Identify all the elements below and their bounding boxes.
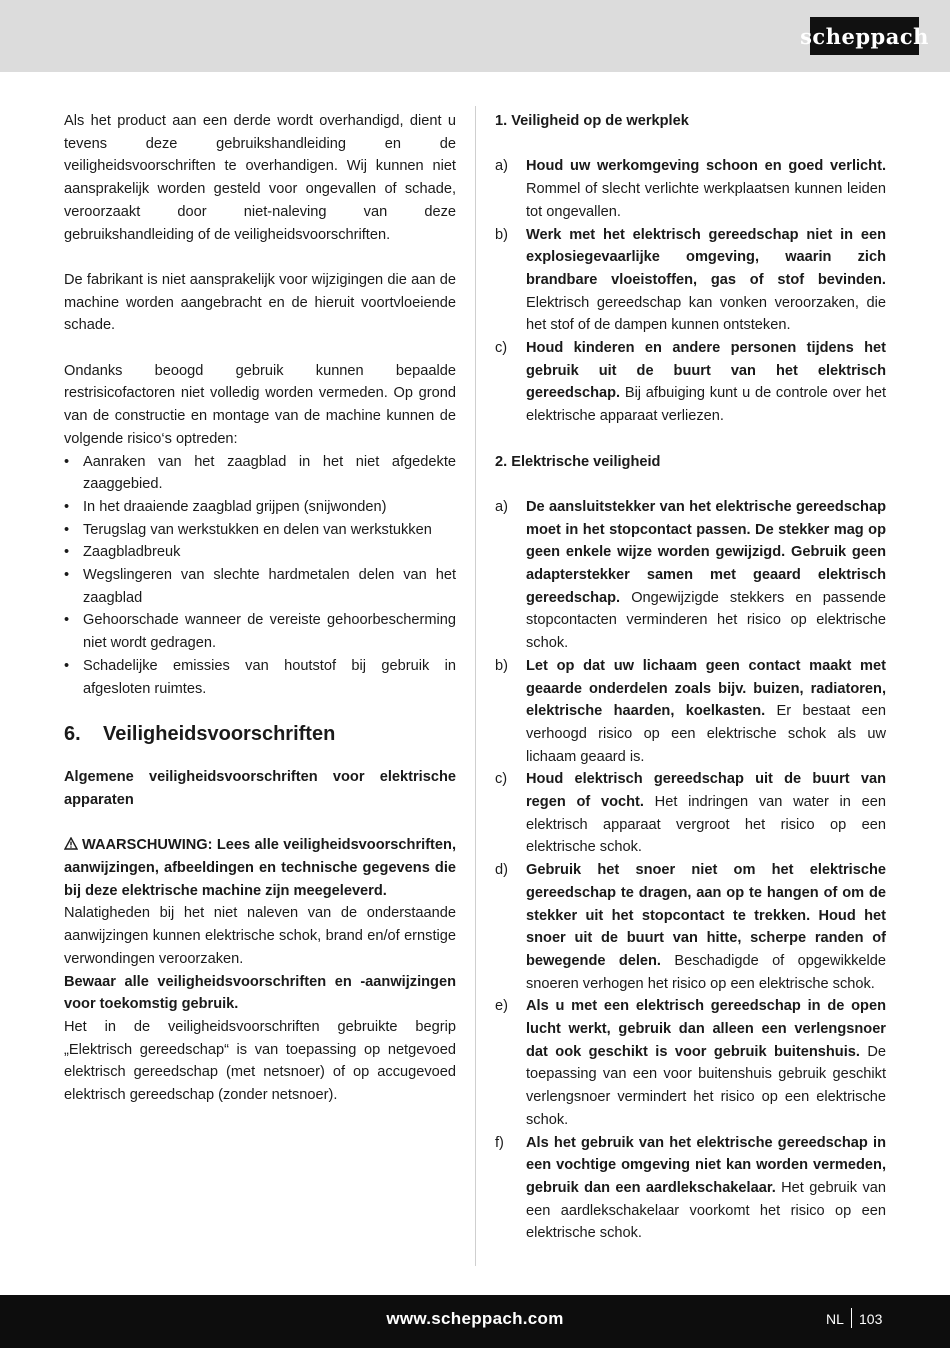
bullet-icon: • <box>64 612 70 629</box>
item-label: b) <box>495 657 508 674</box>
list-item <box>495 1132 886 1246</box>
item-bold-text: Gebruik het snoer niet om het elektrische gereedschap te dragen, aan op te hangen of om de stekker uit het stopcontact te trekken. Houd het snoer uit de buurt van hitte, scherpe randen of bewegende delen. <box>526 862 886 969</box>
item-text: Elektrisch gereedschap kan vonken veroorzaken, die het stof of de dampen kunnen ontsteken. <box>526 294 886 334</box>
list-item-text: Zaagbladbreuk <box>83 544 181 561</box>
list-item-text: Wegslingeren van slechte hardmetalen delen van het zaagblad <box>83 567 456 606</box>
list-item <box>495 655 886 769</box>
section-number: 6. <box>64 723 81 746</box>
intro-paragraph-3: Ondanks beoogd gebruik kunnen bepaalde restrisicofactoren niet volledig worden vermeden. Op grond van de constructie en montage van de machine kunnen de volgende risico‘s optreden: <box>64 362 456 447</box>
intro-paragraph-2: De fabrikant is niet aansprakelijk voor wijzigingen die aan de machine worden aangebracht en de hieruit voortvloeiende schade. <box>64 271 456 334</box>
item-label: c) <box>495 340 508 357</box>
item-bold-text: De aansluitstekker van het elektrische gereedschap moet in het stopcontact passen. De stekker mag op geen enkele wijze worden gewijzigd. Gebruik geen adapterstekker samen met geaard elektrisch gereedschap. <box>526 498 886 606</box>
bullet-icon: • <box>64 657 70 674</box>
bullet-icon: • <box>64 498 70 515</box>
item-text: Bij afbuiging kunt u de controle over het elektrische apparaat verliezen. <box>526 385 886 425</box>
list-item-text: Aanraken van het zaagblad in het niet afgedekte zaaggebied. <box>83 453 456 493</box>
item-text: Het gebruik van een aardlekschakelaar voorkomt het risico op een elektrische schok. <box>526 1180 886 1242</box>
warning-consequence: Nalatigheden bij het niet naleven van de onderstaande aanwijzingen kunnen elektrische schok, brand en/of ernstige verwondingen veroorzaken. <box>64 905 456 967</box>
intro-paragraph-1: Als het product aan een derde wordt overhandigd, dient u tevens deze gebruikshandleiding en de veiligheidsvoorschriften te overhandigen. Wij kunnen niet aansprakelijk worden gesteld voor ongevallen of schade, veroorzaakt door niet-naleving van deze gebruikshandleiding of de veiligheidsvoorschriften. <box>64 113 456 243</box>
footer-url[interactable]: www.scheppach.com <box>386 1309 564 1328</box>
warning-block <box>64 834 456 902</box>
right-column <box>495 110 886 1245</box>
list-item <box>495 496 886 655</box>
item-text: Het indringen van water in een elektrisch apparaat vergroot het risico op een elektrische schok. <box>526 794 886 856</box>
item-label: a) <box>495 498 508 515</box>
list-item <box>495 155 886 223</box>
item-text: Ongewijzigde stekkers en passende stopcontacten verminderen het risico op elektrische schok. <box>526 589 886 652</box>
bullet-icon: • <box>64 544 70 561</box>
item-bold-text: Let op dat uw lichaam geen contact maakt met geaarde onderdelen zoals bijv. buizen, radiatoren, elektrische haarden, koelkasten. <box>526 657 886 720</box>
footer-bar <box>0 1295 950 1348</box>
workplace-safety-heading: 1. Veiligheid op de werkplek <box>495 113 689 129</box>
item-label: a) <box>495 158 508 175</box>
list-item <box>64 541 456 564</box>
item-label: d) <box>495 862 508 879</box>
list-item <box>495 337 886 428</box>
bullet-icon: • <box>64 567 70 584</box>
list-item <box>495 224 886 338</box>
list-item <box>64 609 456 654</box>
list-item <box>64 655 456 700</box>
list-item <box>495 768 886 859</box>
brand-logo <box>800 17 929 55</box>
header-bar <box>0 0 950 72</box>
warning-triangle-icon <box>64 837 78 850</box>
logo-text: scheppach <box>800 23 929 49</box>
item-bold-text: Werk met het elektrisch gereedschap niet in een explosiegevaarlijke omgeving, waarin zich brandbare vloeistoffen, gas of stof bevinden. <box>526 226 886 288</box>
bullet-icon: • <box>64 453 70 470</box>
risk-list <box>64 451 456 701</box>
item-bold-text: Houd uw werkomgeving schoon en goed verlicht. <box>526 158 886 175</box>
item-bold-text: Als u met een elektrisch gereedschap in de open lucht werkt, gebruik dan alleen een verlengsnoer dat ook geschikt is voor gebruik buitenshuis. <box>526 998 886 1060</box>
item-text: Rommel of slecht verlichte werkplaatsen kunnen leiden tot ongevallen. <box>526 181 886 220</box>
warning-text: WAARSCHUWING: Lees alle veiligheidsvoorschriften, aanwijzingen, afbeeldingen en technische gegevens die bij deze elektrische machine zijn meegeleverd. <box>64 837 456 899</box>
column-divider <box>475 106 476 1266</box>
item-label: e) <box>495 998 508 1015</box>
electrical-safety-heading: 2. Elektrische veiligheid <box>495 453 661 470</box>
keep-instructions: Bewaar alle veiligheidsvoorschriften en -aanwijzingen voor toekomstig gebruik. <box>64 973 456 1013</box>
left-column <box>64 110 456 1107</box>
item-text: Er bestaat een verhoogd risico op een elektrische schok als uw lichaam geaard is. <box>526 703 886 765</box>
list-item-text: Terugslag van werkstukken en delen van werkstukken <box>83 521 432 538</box>
item-text: Beschadigde of opgewikkelde snoeren verhogen het risico op een elektrische schok. <box>526 952 887 992</box>
list-item <box>64 496 456 519</box>
footer-separator <box>851 1308 852 1328</box>
page-number: 103 <box>859 1311 883 1327</box>
bullet-icon: • <box>64 521 70 538</box>
list-item <box>64 564 456 609</box>
item-bold-text: Houd kinderen en andere personen tijdens het gebruik uit de buurt van het elektrisch gereedschap. <box>526 340 886 402</box>
section-heading <box>64 720 456 748</box>
item-label: b) <box>495 226 508 243</box>
item-label: f) <box>495 1134 504 1151</box>
item-bold-text: Houd elektrisch gereedschap uit de buurt van regen of vocht. <box>526 771 886 811</box>
list-item-text: In het draaiende zaagblad grijpen (snijwonden) <box>83 498 387 515</box>
item-label: c) <box>495 771 508 788</box>
general-safety-heading: Algemene veiligheidsvoorschriften voor elektrische apparaten <box>64 769 456 808</box>
list-item-text: Gehoorschade wanneer de vereiste gehoorbescherming niet wordt gedragen. <box>83 612 456 652</box>
definition-paragraph: Het in de veiligheidsvoorschriften gebruikte begrip „Elektrisch gereedschap“ is van toepassing op netgevoed elektrisch gereedschap (met netsnoer) of op accugevoed elektrisch gereedschap (zonder netsnoer). <box>64 1018 456 1104</box>
list-item <box>64 451 456 496</box>
list-item <box>64 519 456 542</box>
language-code: NL <box>826 1311 844 1327</box>
section-title: Veiligheidsvoorschriften <box>103 723 336 746</box>
list-item-text: Schadelijke emissies van houtstof bij gebruik in afgesloten ruimtes. <box>83 657 456 697</box>
item-bold-text: Als het gebruik van het elektrische gereedschap in een vochtige omgeving niet kan worden vermeden, gebruik dan een aardlekschakelaar. <box>526 1134 886 1196</box>
list-item <box>495 995 886 1131</box>
item-text: De toepassing van een voor buitenshuis gebruik geschikt verlengsnoer vermindert het risico op een elektrische schok. <box>526 1043 886 1128</box>
list-item <box>495 859 886 995</box>
